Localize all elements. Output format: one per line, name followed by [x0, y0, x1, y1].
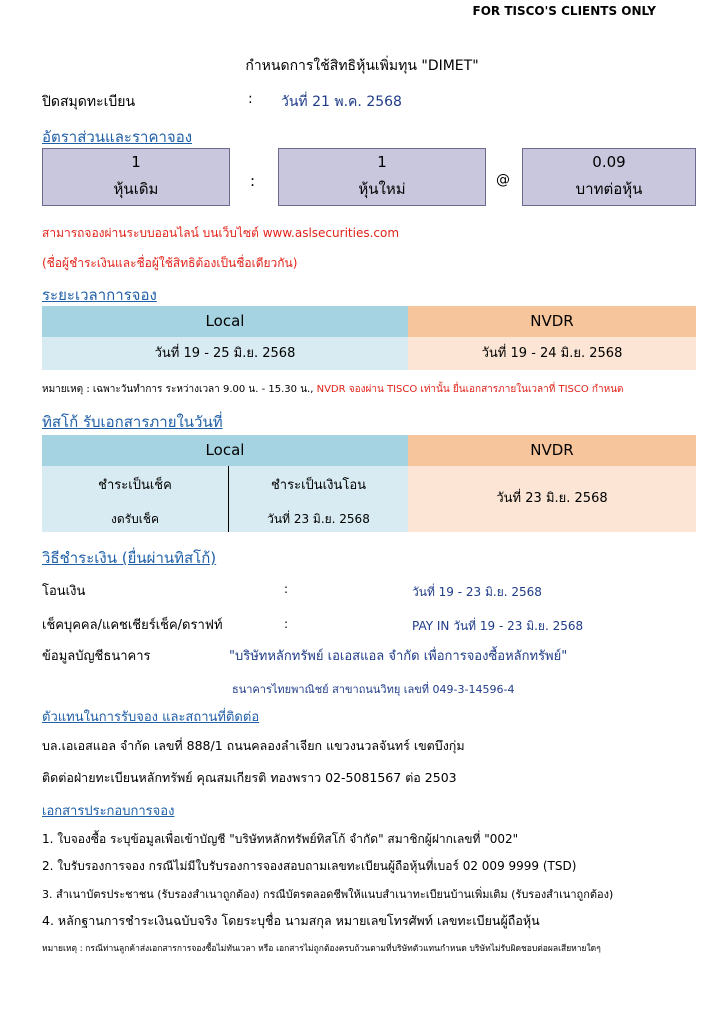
book-close-date: วันที่ 21 พ.ค. 2568 — [281, 94, 402, 110]
agent-contact: ติดต่อฝ่ายทะเบียนหลักทรัพย์ คุณสมเกียรติ ทองพราว 02-5081567 ต่อ 2503 — [42, 770, 457, 785]
payment-heading: วิธีชำระเงิน (ยื่นผ่านทิสโก้) — [42, 549, 217, 567]
deadline-nvdr-value: วันที่ 23 มิ.ย. 2568 — [408, 466, 696, 532]
old-share-label: หุ้นเดิม — [113, 180, 159, 198]
account-label: ข้อมูลบัญชีธนาคาร — [42, 649, 151, 664]
period-nvdr-header: NVDR — [408, 306, 696, 337]
agent-address: บล.เอเอสแอล จำกัด เลขที่ 888/1 ถนนคลองลำเจียก แขวงนวลจันทร์ เขตบึงกุ่ม — [42, 738, 465, 753]
agent-heading: ตัวแทนในการรับจอง และสถานที่ติดต่อ — [42, 710, 260, 725]
price-box — [522, 148, 696, 206]
book-close-colon: : — [248, 91, 253, 107]
transfer-label: ชำระเป็นเงินโอน — [270, 478, 367, 493]
period-heading: ระยะเวลาการจอง — [42, 286, 157, 304]
page-title: กำหนดการใช้สิทธิหุ้นเพิ่มทุน "DIMET" — [245, 58, 479, 74]
book-close-label: ปิดสมุดทะเบียน — [42, 94, 136, 110]
cheque-value: งดรับเช็ค — [111, 512, 159, 526]
old-share-box — [42, 148, 230, 206]
new-share-label: หุ้นใหม่ — [358, 180, 406, 198]
same-name-note: (ชื่อผู้ชำระเงินและชื่อผู้ใช้สิทธิต้องเป็นชื่อเดียวกัน) — [42, 256, 298, 270]
cheque-method-date: PAY IN วันที่ 19 - 23 มิ.ย. 2568 — [412, 619, 584, 633]
new-share-number: 1 — [377, 153, 387, 171]
document-item: 2. ใบรับรองการจอง กรณีไม่มีใบรับรองการจองสอบถามเลขทะเบียนผู้ถือหุ้นที่เบอร์ 02 009 9999 (TSD) — [42, 859, 577, 873]
bank-account-number: ธนาคารไทยพาณิชย์ สาขาถนนวิทยุ เลขที่ 049-3-14596-4 — [232, 683, 515, 696]
price-label: บาทต่อหุ้น — [575, 180, 643, 198]
cheque-method-colon: : — [284, 617, 289, 631]
clients-only-note: FOR TISCO'S CLIENTS ONLY — [472, 4, 656, 18]
price-number: 0.09 — [592, 153, 626, 171]
period-nvdr-value: วันที่ 19 - 24 มิ.ย. 2568 — [408, 337, 696, 370]
period-local-header: Local — [42, 306, 408, 337]
footnote: หมายเหตุ : กรณีท่านลูกค้าส่งเอกสารการจองซื้อไม่ทันเวลา หรือ เอกสารไม่ถูกต้องครบถ้วนตามที่บริษัทตัวแทนกำหนด บริษัทไม่รับผิดชอบต่อผลเสียหายใดๆ — [42, 944, 601, 954]
transfer-value: วันที่ 23 มิ.ย. 2568 — [267, 512, 370, 526]
cheque-label: ชำระเป็นเช็ค — [98, 478, 172, 493]
ratio-heading: อัตราส่วนและราคาจอง — [42, 128, 193, 146]
period-remark-nvdr: NVDR จองผ่าน TISCO เท่านั้น ยื่นเอกสารภายในเวลาที่ TISCO กำหนด — [316, 384, 624, 395]
documents-heading: เอกสารประกอบการจอง — [42, 804, 175, 819]
document-item: 3. สำเนาบัตรประชาชน (รับรองสำเนาถูกต้อง) กรณีบัตรตลอดชีพให้แนบสำเนาทะเบียนบ้านเพิ่มเติม (รับรองสำเนาถูกต้อง) — [42, 888, 614, 901]
ratio-colon: : — [250, 172, 256, 190]
document-item: 1. ใบจองซื้อ ระบุข้อมูลเพื่อเข้าบัญชี "บริษัทหลักทรัพย์ทิสโก้ จำกัด" สมาชิกผู้ฝากเลขที่ "002" — [42, 832, 519, 846]
transfer-method-label: โอนเงิน — [42, 584, 86, 599]
deadline-local-header: Local — [42, 435, 408, 466]
at-sign: @ — [496, 172, 510, 188]
period-remark-text: หมายเหตุ : เฉพาะวันทำการ ระหว่างเวลา 9.00 น. - 15.30 น., — [42, 384, 314, 395]
document-item: 4. หลักฐานการชำระเงินฉบับจริง โดยระบุชื่อ นามสกุล หมายเลขโทรศัพท์ เลขทะเบียนผู้ถือหุ้น — [42, 913, 540, 928]
period-remark — [42, 382, 624, 397]
new-share-box — [278, 148, 486, 206]
online-booking-note: สามารถจองผ่านระบบออนไลน์ บนเว็บไซต์ www.aslsecurities.com — [42, 226, 400, 240]
docs-deadline-heading: ทิสโก้ รับเอกสารภายในวันที่ — [42, 413, 223, 431]
account-name: "บริษัทหลักทรัพย์ เอเอสแอล จำกัด เพื่อการจองซื้อหลักทรัพย์" — [229, 649, 568, 664]
transfer-method-colon: : — [284, 582, 289, 596]
deadline-nvdr-header: NVDR — [408, 435, 696, 466]
period-local-value: วันที่ 19 - 25 มิ.ย. 2568 — [42, 337, 408, 370]
cheque-method-label: เช็คบุคคล/แคชเชียร์เช็ค/ดราฟท์ — [42, 618, 223, 633]
old-share-number: 1 — [131, 153, 141, 171]
transfer-method-date: วันที่ 19 - 23 มิ.ย. 2568 — [412, 585, 542, 599]
